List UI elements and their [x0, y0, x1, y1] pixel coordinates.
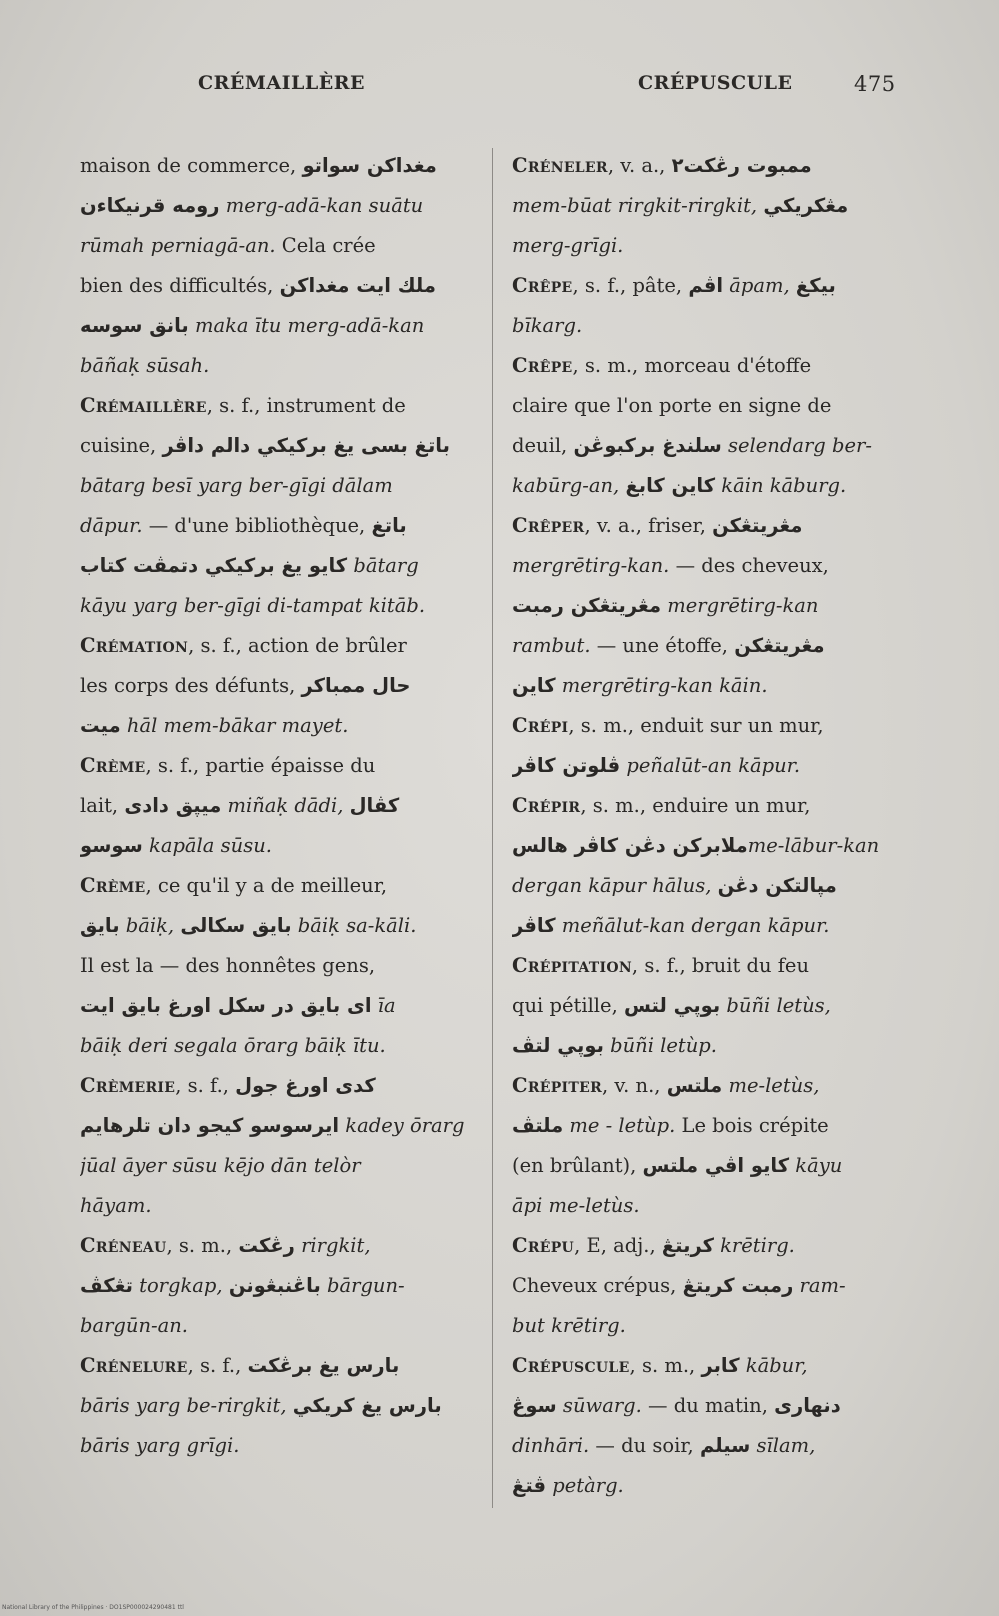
french-text: , v. a.,: [607, 154, 672, 177]
jawi-script: بيكغ: [795, 274, 836, 297]
text-line: [80, 506, 475, 546]
text-line: [80, 826, 475, 866]
transliteration: me-lābur-kan: [747, 834, 880, 857]
text-line: [80, 1186, 475, 1226]
jawi-script: ايرسوسو كيجو دان تلرهايم: [80, 1114, 340, 1137]
headword: Crêper: [512, 514, 585, 537]
running-head-center: CRÉPUSCULE: [638, 72, 793, 94]
text-line: [80, 346, 475, 386]
french-text: — du matin,: [641, 1394, 775, 1417]
text-line: [80, 706, 475, 746]
text-line: [512, 586, 907, 626]
jawi-script: ميڽق دادى: [124, 794, 222, 817]
jawi-script: بارس يغ برڠكت: [247, 1354, 400, 1377]
jawi-script: بايق: [80, 914, 120, 937]
jawi-script: كايو اڤي ملتس: [642, 1154, 790, 1177]
text-line: [80, 546, 475, 586]
transliteration: torgkap,: [132, 1274, 229, 1297]
transliteration: krētirg.: [713, 1234, 795, 1257]
jawi-script: باتغ: [371, 514, 407, 537]
left-column: [80, 146, 475, 1466]
jawi-script: دنهارى: [774, 1394, 841, 1417]
text-line: [512, 1226, 907, 1266]
transliteration: dergan kāpur hālus,: [512, 874, 718, 897]
headword: Crémaillère: [80, 394, 207, 417]
jawi-script: كدى اورغ جول: [235, 1074, 376, 1097]
transliteration: kabūrg-an,: [512, 474, 626, 497]
transliteration: peñalūt-an kāpur.: [620, 754, 801, 777]
text-line: [80, 1026, 475, 1066]
jawi-script: رڠكت: [238, 1234, 295, 1257]
transliteration: kapāla sūsu.: [142, 834, 272, 857]
headword: Crêpe: [512, 274, 573, 297]
transliteration: hāl mem-bākar mayet.: [120, 714, 349, 737]
transliteration: bāiḳ,: [119, 914, 181, 937]
headword: Crépiter: [512, 1074, 603, 1097]
french-text: claire que l'on porte en signe de: [512, 394, 832, 417]
text-line: [80, 306, 475, 346]
transliteration: bāiḳ deri segala ōrarg bāiḳ ītu.: [80, 1034, 386, 1057]
french-text: , s. m.,: [629, 1354, 702, 1377]
text-line: [512, 666, 907, 706]
text-line: [512, 706, 907, 746]
headword: Créneau: [80, 1234, 167, 1257]
jawi-script: ملتڤ: [512, 1114, 564, 1137]
transliteration: bāris yarg grīgi.: [80, 1434, 240, 1457]
transliteration: dāpur.: [80, 514, 143, 537]
transliteration: ram-: [793, 1274, 846, 1297]
transliteration: kāin kāburg.: [715, 474, 847, 497]
transliteration: būñi letùp.: [603, 1034, 717, 1057]
text-line: [512, 1346, 907, 1386]
text-line: [80, 986, 475, 1026]
french-text: cuisine,: [80, 434, 163, 457]
text-line: [512, 946, 907, 986]
jawi-script: بوڽي لتڤ: [512, 1034, 604, 1057]
transliteration: bāiḳ sa-kāli.: [291, 914, 417, 937]
jawi-script: باڠنبڠونن: [228, 1274, 321, 1297]
headword: Crénelure: [80, 1354, 188, 1377]
transliteration: mergrētirg-kan kāin.: [555, 674, 768, 697]
french-text: , v. a., friser,: [584, 514, 713, 537]
transliteration: rambut.: [512, 634, 591, 657]
text-line: [80, 1226, 475, 1266]
text-line: [80, 586, 475, 626]
text-line: [512, 266, 907, 306]
jawi-script: باتغ بسى يغ بركيكي دالم داڤر: [162, 434, 450, 457]
text-line: [512, 146, 907, 186]
jawi-script: بانق سوسه: [80, 314, 189, 337]
text-line: [512, 506, 907, 546]
french-text: , s. m.,: [166, 1234, 239, 1257]
french-text: deuil,: [512, 434, 574, 457]
transliteration: kāyu yarg ber-gīgi di-tampat kitāb.: [80, 594, 426, 617]
transliteration: sūwarg.: [556, 1394, 642, 1417]
jawi-script: بايق سكالى: [180, 914, 292, 937]
french-text: Cheveux crépus,: [512, 1274, 683, 1297]
text-line: [512, 386, 907, 426]
jawi-script: مڠريتڠكن: [712, 514, 803, 537]
jawi-script: اڤم: [688, 274, 724, 297]
text-line: [512, 1266, 907, 1306]
jawi-script: كريتڠ: [661, 1234, 714, 1257]
text-line: [80, 666, 475, 706]
french-text: — des cheveux,: [669, 554, 829, 577]
transliteration: īa: [371, 994, 396, 1017]
french-text: les corps des défunts,: [80, 674, 302, 697]
french-text: bien des difficultés,: [80, 274, 280, 297]
french-text: — une étoffe,: [590, 634, 735, 657]
transliteration: merg-adā-kan suātu: [219, 194, 424, 217]
french-text: , s. m., morceau d'étoffe: [572, 354, 812, 377]
transliteration: merg-grīgi.: [512, 234, 624, 257]
headword: Créneler: [512, 154, 608, 177]
text-line: [80, 386, 475, 426]
transliteration: bīkarg.: [512, 314, 583, 337]
transliteration: rūmah perniagā-an.: [80, 234, 276, 257]
transliteration: kābur,: [739, 1354, 808, 1377]
text-line: [512, 906, 907, 946]
text-line: [80, 226, 475, 266]
text-line: [80, 186, 475, 226]
transliteration: me-letùs,: [722, 1074, 820, 1097]
jawi-script: كاين: [512, 674, 556, 697]
text-line: [80, 906, 475, 946]
transliteration: miñaḳ dādi,: [221, 794, 350, 817]
jawi-script: حال ممباكر: [301, 674, 411, 697]
text-line: [80, 466, 475, 506]
text-line: [80, 1306, 475, 1346]
text-line: [512, 1306, 907, 1346]
jawi-script: مڽالتكن دڠن: [717, 874, 837, 897]
transliteration: āpi me-letùs.: [512, 1194, 640, 1217]
text-line: [80, 1386, 475, 1426]
jawi-script: ڤلوتن كاڤر: [512, 754, 621, 777]
french-text: , s. m., enduit sur un mur,: [568, 714, 824, 737]
french-text: — d'une bibliothèque,: [142, 514, 372, 537]
jawi-script: مغداكن سواتو: [302, 154, 437, 177]
jawi-script: مڠريتڠكن رمبت: [512, 594, 662, 617]
transliteration: sīlam,: [750, 1434, 816, 1457]
french-text: (en brûlant),: [512, 1154, 643, 1177]
text-line: [512, 1466, 907, 1506]
text-line: [80, 146, 475, 186]
text-line: [512, 786, 907, 826]
french-text: , s. f., partie épaisse du: [145, 754, 376, 777]
text-line: [80, 946, 475, 986]
transliteration: bargūn-an.: [80, 1314, 189, 1337]
running-head-left: CRÉMAILLÈRE: [198, 72, 366, 94]
french-text: , s. f., pâte,: [572, 274, 689, 297]
french-text: , s. f., bruit du feu: [631, 954, 810, 977]
text-line: [80, 1066, 475, 1106]
transliteration: bātarg besī yarg ber-gīgi dālam: [80, 474, 393, 497]
text-line: [512, 1426, 907, 1466]
text-line: [80, 1426, 475, 1466]
text-line: [512, 826, 907, 866]
transliteration: hāyam.: [80, 1194, 152, 1217]
jawi-script: رمبت كريتڠ: [682, 1274, 794, 1297]
french-text: , s. f., action de brûler: [188, 634, 407, 657]
text-line: [512, 1386, 907, 1426]
text-line: [512, 306, 907, 346]
headword: Crépuscule: [512, 1354, 630, 1377]
text-line: [512, 1026, 907, 1066]
transliteration: selendarg ber-: [721, 434, 872, 457]
jawi-script: كاين كابغ: [625, 474, 716, 497]
transliteration: kāyu: [789, 1154, 843, 1177]
jawi-script: ملابركن دڠن كاڤر هالس: [512, 834, 748, 857]
french-text: , ce qu'il y a de meilleur,: [145, 874, 388, 897]
text-line: [512, 226, 907, 266]
text-line: [512, 346, 907, 386]
text-line: [512, 1066, 907, 1106]
headword: Crépi: [512, 714, 569, 737]
transliteration: mem-būat rirgkit-rirgkit,: [512, 194, 764, 217]
transliteration: jūal āyer sūsu kējo dān telòr: [80, 1154, 361, 1177]
page-number: 475: [854, 72, 896, 96]
text-line: [80, 1266, 475, 1306]
jawi-script: رومه قرنيكاءن: [80, 194, 220, 217]
jawi-script: ڤتڠ: [512, 1474, 547, 1497]
transliteration: bāris yarg be-rirgkit,: [80, 1394, 293, 1417]
french-text: qui pétille,: [512, 994, 624, 1017]
french-text: — du soir,: [589, 1434, 700, 1457]
transliteration: būñi letùs,: [720, 994, 831, 1017]
jawi-script: اى بايق در سكل اورغ بايق ايت: [80, 994, 372, 1017]
jawi-script: بارس يغ كريكي: [292, 1394, 442, 1417]
scan-footer: National Library of the Philippines · DO1SP000024290481 ttl: [2, 1604, 184, 1611]
headword: Crépir: [512, 794, 581, 817]
headword: Crème: [80, 874, 146, 897]
text-line: [512, 1186, 907, 1226]
text-line: [512, 986, 907, 1026]
text-line: [512, 1146, 907, 1186]
text-line: [512, 746, 907, 786]
french-text: Il est la — des honnêtes gens,: [80, 954, 376, 977]
headword: Crépitation: [512, 954, 632, 977]
transliteration: mergrētirg-kan: [661, 594, 819, 617]
jawi-script: مڠريتڠكن: [734, 634, 825, 657]
transliteration: but krētirg.: [512, 1314, 626, 1337]
headword: Crépu: [512, 1234, 575, 1257]
headword: Crème: [80, 754, 146, 777]
jawi-script: بوڽي لتس: [623, 994, 721, 1017]
column-divider: [492, 148, 493, 1508]
text-line: [512, 186, 907, 226]
french-text: lait,: [80, 794, 125, 817]
french-text: , s. m., enduire un mur,: [580, 794, 811, 817]
text-line: [80, 786, 475, 826]
french-text: maison de commerce,: [80, 154, 303, 177]
transliteration: mergrētirg-kan.: [512, 554, 670, 577]
transliteration: bātarg: [347, 554, 419, 577]
jawi-script: كاڤر: [512, 914, 556, 937]
transliteration: āpam,: [723, 274, 796, 297]
french-text: Le bois crépite: [675, 1114, 829, 1137]
jawi-script: كايو يغ بركيكي دتمڤت كتاب: [80, 554, 348, 577]
text-line: [80, 266, 475, 306]
text-line: [80, 426, 475, 466]
jawi-script: كابر: [701, 1354, 740, 1377]
french-text: , E, adj.,: [574, 1234, 662, 1257]
jawi-script: سيلم: [699, 1434, 751, 1457]
jawi-script: تڠكڤ: [80, 1274, 133, 1297]
right-column: [512, 146, 907, 1506]
transliteration: kadey ōrarg: [339, 1114, 465, 1137]
text-line: [512, 626, 907, 666]
jawi-script: ممبوت رڠكت٢: [671, 154, 812, 177]
jawi-script: مڠكريكي: [763, 194, 849, 217]
jawi-script: سوسو: [80, 834, 143, 857]
headword: Crêpe: [512, 354, 573, 377]
text-line: [80, 1346, 475, 1386]
jawi-script: كڤال: [349, 794, 400, 817]
text-line: [512, 866, 907, 906]
transliteration: meñālut-kan dergan kāpur.: [555, 914, 830, 937]
text-line: [512, 1106, 907, 1146]
transliteration: rirgkit,: [294, 1234, 371, 1257]
transliteration: bāñaḳ sūsah.: [80, 354, 210, 377]
jawi-script: ملك ايت مغداكن: [279, 274, 436, 297]
jawi-script: ميت: [80, 714, 121, 737]
text-line: [80, 1106, 475, 1146]
transliteration: petàrg.: [546, 1474, 624, 1497]
headword: Crèmerie: [80, 1074, 176, 1097]
text-line: [80, 626, 475, 666]
jawi-script: سوڠ: [512, 1394, 557, 1417]
headword: Crémation: [80, 634, 189, 657]
transliteration: dinhāri.: [512, 1434, 590, 1457]
text-line: [512, 546, 907, 586]
text-line: [512, 466, 907, 506]
french-text: Cela crée: [275, 234, 376, 257]
text-line: [80, 746, 475, 786]
french-text: , s. f.,: [187, 1354, 248, 1377]
french-text: , v. n.,: [602, 1074, 667, 1097]
transliteration: me - letùp.: [563, 1114, 676, 1137]
french-text: , s. f., instrument de: [206, 394, 406, 417]
transliteration: bārgun-: [320, 1274, 405, 1297]
text-line: [80, 866, 475, 906]
text-line: [80, 1146, 475, 1186]
transliteration: maka ītu merg-adā-kan: [188, 314, 425, 337]
french-text: , s. f.,: [175, 1074, 236, 1097]
jawi-script: سلندغ بركبوڠن: [573, 434, 722, 457]
text-line: [512, 426, 907, 466]
jawi-script: ملتس: [666, 1074, 723, 1097]
